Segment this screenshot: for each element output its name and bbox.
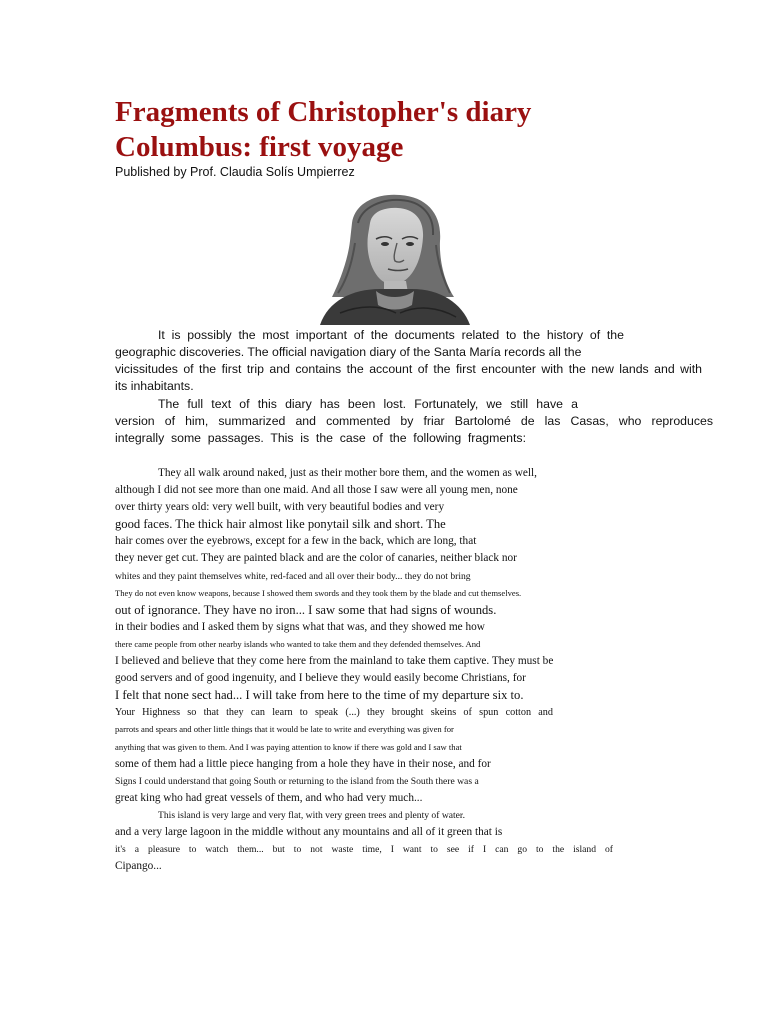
- fragment-line: in their bodies and I asked them by signs what that was, and they showed me how: [115, 620, 485, 633]
- diary-fragments: [115, 465, 615, 875]
- fragment-line: I felt that none sect had... I will take from here to the time of my departure six to.: [115, 688, 524, 703]
- fragment-line: they never get cut. They are painted black and are the color of canaries, neither black nor: [115, 552, 517, 565]
- fragment-line: parrots and spears and other little things that it would be late to write and everything was given for: [115, 724, 454, 735]
- intro-p1-line: its inhabitants.: [115, 379, 194, 393]
- fragment-line: good faces. The thick hair almost like ponytail silk and short. The: [115, 517, 446, 532]
- fragment-line: out of ignorance. They have no iron... I saw some that had signs of wounds.: [115, 602, 497, 617]
- fragment-line: and a very large lagoon in the middle without any mountains and all of it green that is: [115, 825, 503, 838]
- intro-p1-line: vicissitudes of the first trip and contains the account of the first encounter with the new lands and with: [115, 362, 702, 376]
- fragment-line: Your Highness so that they can learn to speak (...) they brought skeins of spun cotton and: [115, 707, 553, 719]
- intro-paragraph-2: [115, 396, 715, 447]
- intro-p1-line: It is possibly the most important of the documents related to the history of the: [158, 328, 624, 342]
- fragment-line: They do not even know weapons, because I showed them swords and they took them by the blade and cut themselves.: [115, 587, 522, 598]
- fragment-line: it's a pleasure to watch them... but to not waste time, I want to see if I can go to the island of: [115, 844, 613, 856]
- intro-p2-line: version of him, summarized and commented by friar Bartolomé de las Casas, who reproduces: [115, 414, 713, 428]
- fragment-line: although I did not see more than one maid. And all those I saw were all young men, none: [115, 484, 518, 497]
- fragment-line: This island is very large and very flat, with very green trees and plenty of water.: [158, 809, 465, 821]
- page-title: [115, 95, 735, 165]
- fragment-line: some of them had a little piece hanging from a hole they have in their nose, and for: [115, 757, 491, 770]
- fragment-line: whites and they paint themselves white, red-faced and all over their body... they do not bring: [115, 570, 471, 582]
- intro-p1-line: geographic discoveries. The official navigation diary of the Santa María records all the: [115, 345, 582, 359]
- fragment-line: I believed and believe that they come here from the mainland to take them captive. They must be: [115, 655, 554, 668]
- intro-p2-line: The full text of this diary has been lost. Fortunately, we still have a: [158, 397, 578, 411]
- byline: Published by Prof. Claudia Solís Umpierrez: [115, 165, 355, 179]
- fragment-line: Signs I could understand that going South or returning to the island from the South there was a: [115, 775, 479, 787]
- fragment-line: good servers and of good ingenuity, and I believe they would easily become Christians, for: [115, 672, 526, 685]
- fragment-line: there came people from other nearby islands who wanted to take them and they defended themselves. And: [115, 638, 481, 649]
- intro-p2-line: integrally some passages. This is the case of the following fragments:: [115, 431, 526, 445]
- fragment-line: anything that was given to them. And I was paying attention to know if there was gold and I saw that: [115, 741, 462, 752]
- fragment-line: hair comes over the eyebrows, except for a few in the back, which are long, that: [115, 535, 477, 548]
- columbus-portrait-image: [300, 193, 481, 325]
- fragment-line: great king who had great vessels of them, and who had very much...: [115, 791, 423, 804]
- fragment-line: They all walk around naked, just as their mother bore them, and the women as well,: [158, 467, 537, 479]
- title-line-2: Columbus: first voyage: [115, 131, 404, 163]
- fragment-line: over thirty years old: very well built, with very beautiful bodies and very: [115, 501, 445, 514]
- fragment-line: Cipango...: [115, 860, 162, 873]
- intro-paragraph-1: [115, 327, 715, 395]
- title-line-1: Fragments of Christopher's diary: [115, 96, 532, 128]
